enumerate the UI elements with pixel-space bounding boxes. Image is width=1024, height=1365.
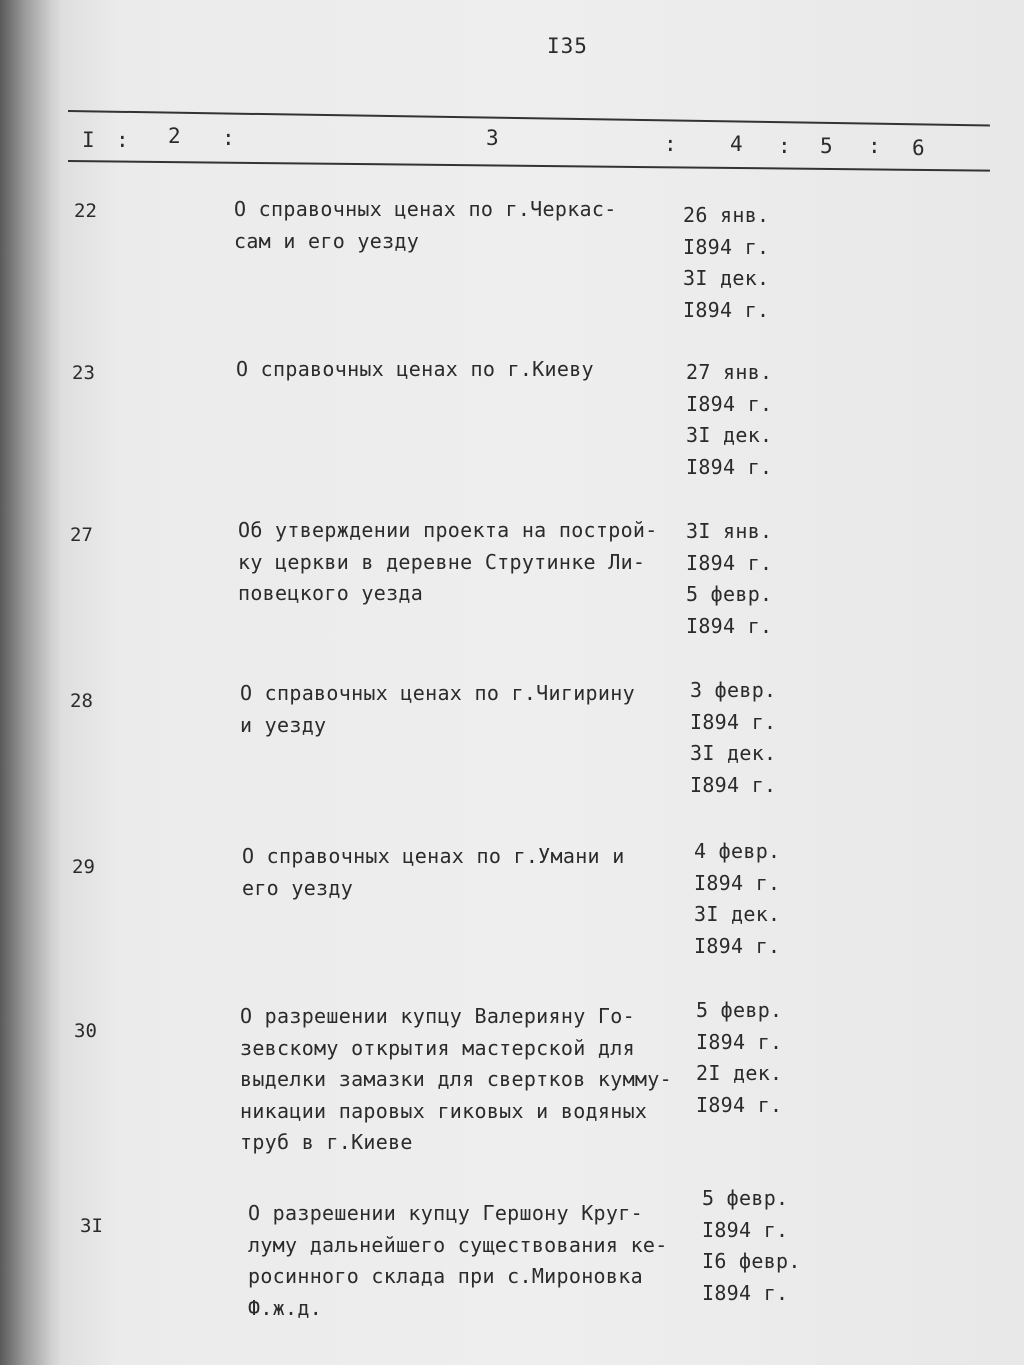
column-header-separator: :	[222, 126, 235, 150]
entry-date-line: 3I дек.	[686, 423, 773, 447]
entry-date-line: I894 г.	[686, 613, 773, 638]
entry-date-line: I894 г.	[694, 933, 781, 958]
entry-title-line: О справочных ценах по г.Киеву	[236, 357, 594, 381]
entry-title-line: никации паровых гиковых и водяных	[240, 1098, 648, 1123]
entry-dates	[694, 836, 780, 962]
entry-date-line: 3I дек.	[694, 902, 781, 926]
entry-date-line: 3 февр.	[690, 678, 777, 702]
entry-title-line: повецкого уезда	[238, 581, 424, 605]
column-header-1: I	[82, 128, 95, 152]
entry-title-line: выделки замазки для свертков кумму-	[240, 1067, 672, 1091]
entry-date-line: I894 г.	[702, 1280, 789, 1305]
entry-date-line: I894 г.	[683, 297, 770, 322]
entry-title-line: О справочных ценах по г.Черкас-	[234, 197, 617, 221]
entry-date-line: I894 г.	[686, 391, 773, 416]
entry-date-line: I894 г.	[686, 454, 773, 479]
page-number: I35	[547, 34, 588, 58]
entry-number: 28	[70, 690, 93, 712]
entry-title-line: и уезду	[240, 712, 327, 737]
entry-date-line: 5 февр.	[702, 1186, 789, 1210]
entry-title-line: О разрешении купцу Валерияну Го-	[240, 1004, 635, 1028]
entry-title	[234, 194, 617, 257]
entry-title-line: Об утверждении проекта на построй-	[238, 518, 658, 542]
entry-number: 29	[72, 856, 95, 878]
entry-title-line: его уезду	[242, 875, 354, 900]
column-header-5: 5	[820, 134, 833, 158]
entry-title-line: О разрешении купцу Гершону Круг-	[248, 1201, 643, 1225]
entry-title	[240, 1001, 672, 1159]
entry-title-line: луму дальнейшего существования ке-	[248, 1232, 668, 1257]
entry-title	[236, 354, 594, 386]
entry-title-line: росинного склада при с.Мироновка	[248, 1264, 643, 1288]
entry-number: 27	[70, 524, 93, 546]
entry-dates	[686, 357, 772, 483]
entry-date-line: I894 г.	[696, 1029, 783, 1054]
entry-title	[240, 678, 635, 741]
entry-title	[242, 841, 625, 904]
entry-number: 30	[74, 1020, 97, 1042]
entry-title-line: труб в г.Киеве	[240, 1130, 413, 1154]
entry-date-line: I6 февр.	[702, 1249, 801, 1273]
entry-date-line: 3I янв.	[686, 519, 773, 543]
entry-title-line: О справочных ценах по г.Умани и	[242, 844, 625, 868]
entry-dates	[690, 675, 776, 801]
entry-date-line: I894 г.	[690, 772, 777, 797]
entry-date-line: 2I дек.	[696, 1061, 783, 1085]
entry-title-line: О справочных ценах по г.Чигирину	[240, 681, 635, 705]
entry-dates	[686, 516, 772, 642]
entry-date-line: 3I дек.	[683, 266, 770, 290]
column-header-separator: :	[116, 128, 129, 152]
column-header-separator: :	[664, 132, 677, 156]
entry-date-line: I894 г.	[690, 709, 777, 734]
entry-date-line: I894 г.	[702, 1217, 789, 1242]
column-header-4: 4	[730, 132, 743, 156]
entry-date-line: I894 г.	[686, 550, 773, 575]
entry-date-line: 4 февр.	[694, 839, 781, 863]
entry-date-line: I894 г.	[694, 870, 781, 895]
column-header-separator: :	[868, 134, 881, 158]
entry-date-line: 5 февр.	[686, 582, 773, 606]
entry-number: 22	[74, 200, 97, 222]
column-header-separator: :	[778, 134, 791, 158]
column-header-row	[82, 124, 982, 160]
entry-date-line: I894 г.	[696, 1092, 783, 1117]
entry-title-line: ку церкви в деревне Струтинке Ли-	[238, 549, 646, 574]
entry-date-line: 3I дек.	[690, 741, 777, 765]
entry-dates	[696, 995, 782, 1121]
column-header-3: 3	[486, 126, 499, 150]
entry-dates	[683, 200, 769, 326]
column-header-6: 6	[912, 136, 925, 160]
entry-number: 3I	[80, 1215, 103, 1237]
entry-number: 23	[72, 362, 95, 384]
entry-date-line: 26 янв.	[683, 203, 770, 227]
entry-title-line: Ф.ж.д.	[248, 1295, 323, 1320]
entry-title-line: зевскому открытия мастерской для	[240, 1035, 635, 1060]
entry-title	[238, 515, 658, 610]
entry-date-line: 27 янв.	[686, 360, 773, 384]
entry-title	[248, 1198, 668, 1324]
entry-dates	[702, 1183, 801, 1309]
column-header-2: 2	[168, 124, 181, 148]
entry-title-line: сам и его уезду	[234, 228, 420, 253]
entry-date-line: I894 г.	[683, 234, 770, 259]
entry-date-line: 5 февр.	[696, 998, 783, 1022]
